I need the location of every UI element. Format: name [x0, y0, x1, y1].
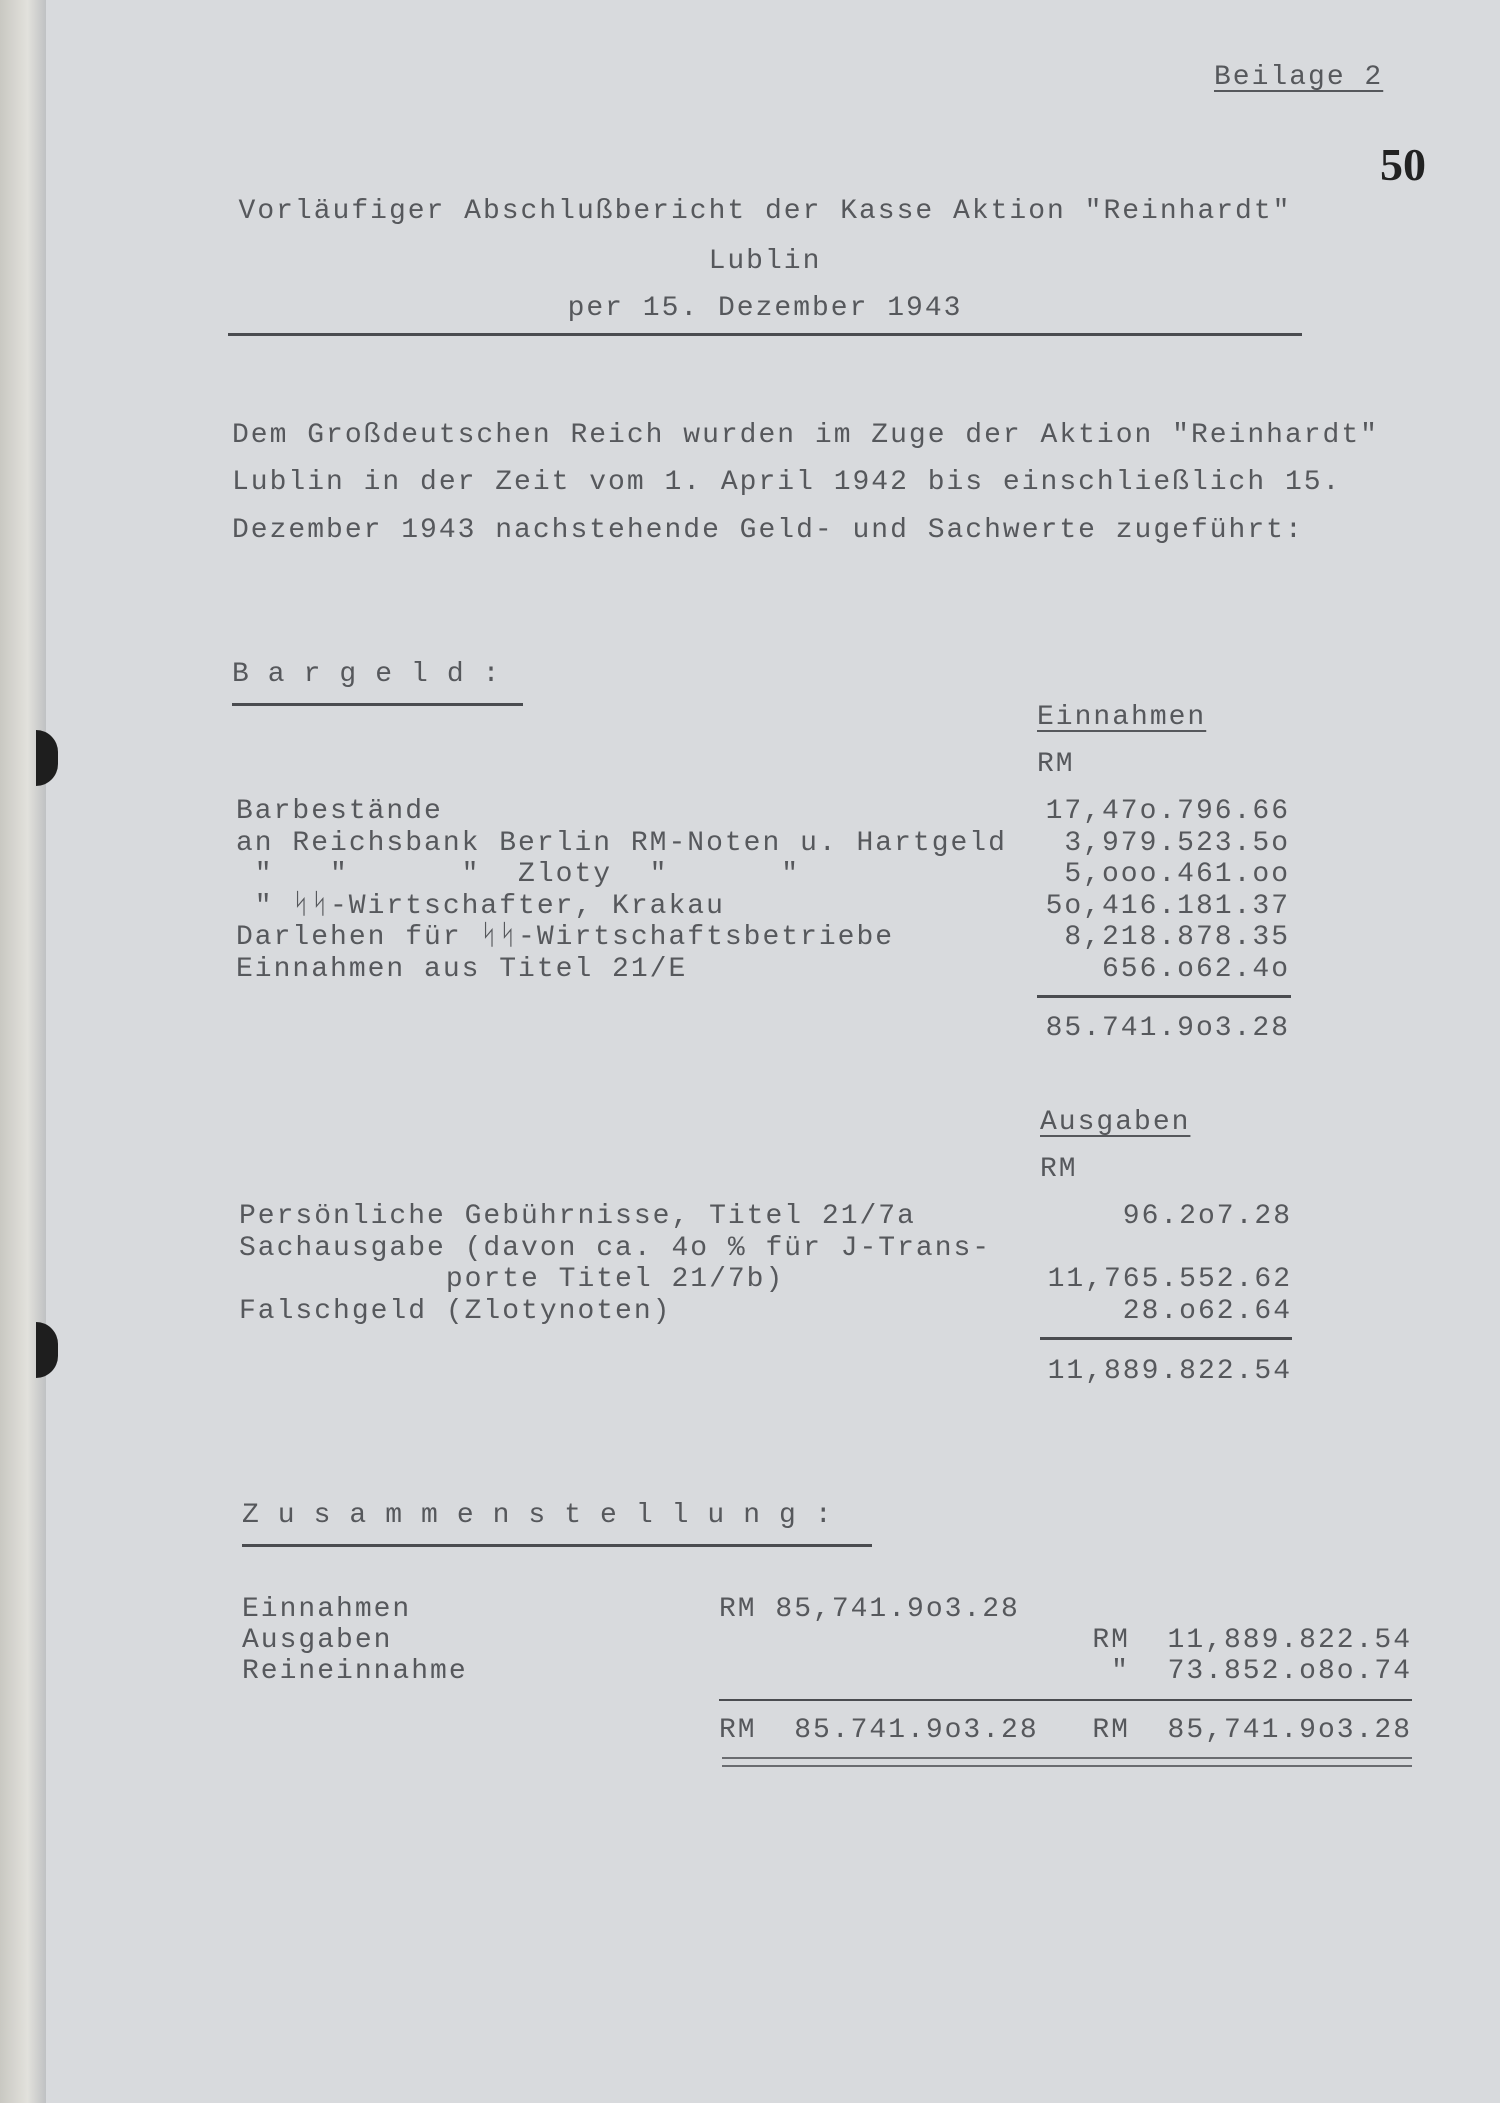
- title-rule: [228, 333, 1302, 336]
- income-row-label: " ᛋᛋ-Wirtschafter, Krakau: [236, 890, 725, 922]
- summary-row-label: Einnahmen: [242, 1594, 412, 1625]
- income-row-value: 656.o62.4o: [1101, 954, 1290, 985]
- page-number: 50: [1380, 139, 1426, 190]
- income-row-label: Einnahmen aus Titel 21/E: [236, 954, 688, 985]
- binding-edge: [0, 0, 46, 2103]
- income-row-value: 5o,416.181.37: [1045, 890, 1290, 922]
- expense-row-label: Sachausgabe (davon ca. 4o % für J-Trans-: [239, 1232, 992, 1264]
- currency-label: RM: [1040, 1154, 1078, 1185]
- income-heading: Einnahmen: [1037, 702, 1207, 733]
- title-line: Lublin: [708, 246, 822, 277]
- intro-line: Dem Großdeutschen Reich wurden im Zuge der Aktion "Reinhardt": [232, 420, 1379, 451]
- annex-label: Beilage 2: [1214, 62, 1384, 93]
- summary-row-col1: RM 85,741.9o3.28: [719, 1594, 1020, 1625]
- summary-row-label: Ausgaben: [242, 1625, 393, 1656]
- expense-row-label: Falschgeld (Zlotynoten): [239, 1295, 672, 1327]
- expense-row-value: 28.o62.64: [1122, 1295, 1292, 1327]
- summary-heading: Zusammenstellung:: [242, 1500, 851, 1531]
- sum-rule: [1040, 1337, 1292, 1340]
- expenses-heading: Ausgaben: [1040, 1107, 1191, 1138]
- expense-row-label: Persönliche Gebührnisse, Titel 21/7a: [239, 1201, 916, 1232]
- income-row-value: 8,218.878.35: [1064, 922, 1290, 954]
- income-row-value: 17,47o.796.66: [1045, 796, 1290, 827]
- income-row-value: 3,979.523.5o: [1064, 827, 1290, 859]
- heading-rule: [242, 1544, 872, 1547]
- expense-row-value: 96.2o7.28: [1122, 1201, 1292, 1232]
- income-row-label: Barbestände: [236, 796, 443, 827]
- summary-row-label: Reineinnahme: [242, 1656, 468, 1687]
- expense-row-label: porte Titel 21/7b): [239, 1264, 785, 1295]
- income-total: 85.741.9o3.28: [1045, 1013, 1290, 1044]
- intro-line: Dezember 1943 nachstehende Geld- und Sachwerte zugeführt:: [232, 515, 1304, 546]
- income-row-label: Darlehen für ᛋᛋ-Wirtschaftsbetriebe: [236, 922, 895, 954]
- summary-row-col2: RM 11,889.822.54: [1092, 1625, 1412, 1656]
- punch-hole: [36, 1322, 58, 1378]
- sum-rule: [719, 1699, 1412, 1701]
- income-row-label: " " " Zloty " ": [236, 859, 801, 891]
- bargeld-heading: Bargeld:: [232, 659, 519, 690]
- expense-row-value: 11,765.552.62: [1047, 1264, 1292, 1295]
- expenses-total: 11,889.822.54: [1047, 1356, 1292, 1387]
- income-row-label: an Reichsbank Berlin RM-Noten u. Hartgeld: [236, 827, 1007, 859]
- sum-rule: [1037, 995, 1291, 998]
- double-rule: [722, 1757, 1412, 1767]
- summary-total-col1: RM 85.741.9o3.28: [719, 1715, 1039, 1746]
- currency-label: RM: [1037, 749, 1075, 780]
- income-row-value: 5,ooo.461.oo: [1064, 859, 1290, 891]
- intro-line: Lublin in der Zeit vom 1. April 1942 bis einschließlich 15.: [232, 467, 1342, 498]
- title-line: per 15. Dezember 1943: [567, 293, 963, 324]
- heading-rule: [232, 703, 523, 706]
- summary-row-col2: " 73.852.o8o.74: [1111, 1656, 1412, 1687]
- title-line: Vorläufiger Abschlußbericht der Kasse Aktion "Reinhardt": [238, 196, 1292, 227]
- summary-total-col2: RM 85,741.9o3.28: [1092, 1715, 1412, 1746]
- punch-hole: [36, 730, 58, 786]
